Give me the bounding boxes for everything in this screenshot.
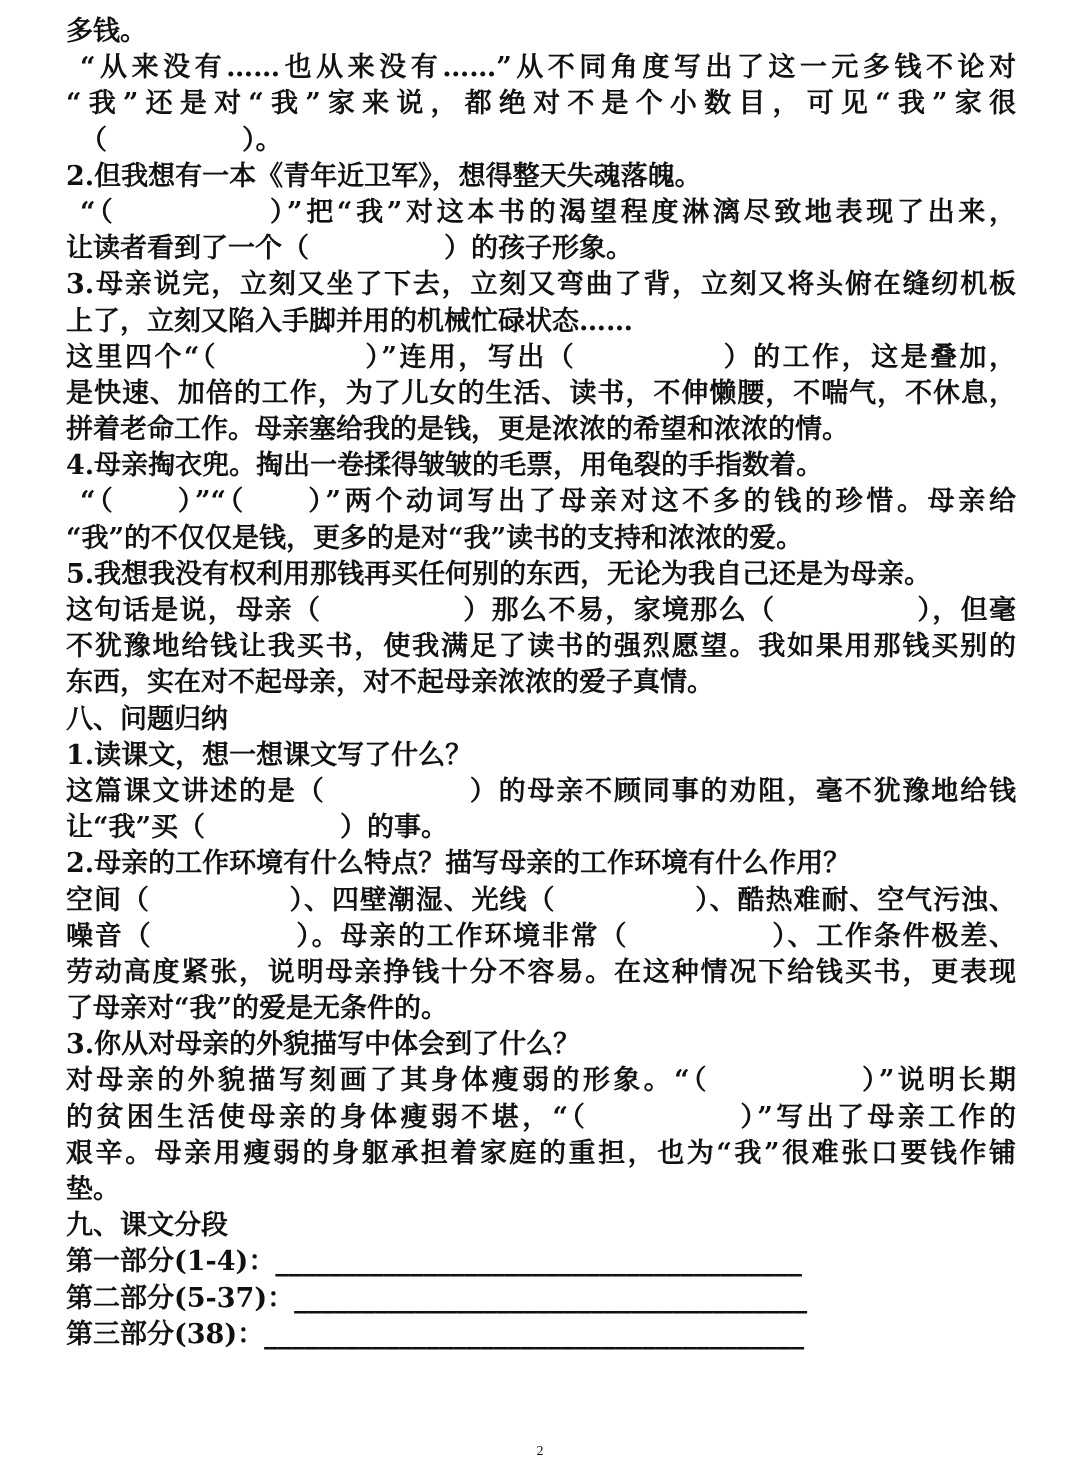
text-line: 多钱。 (66, 16, 147, 47)
text-line: 上了，立刻又陷入手脚并用的机械忙碌状态…… (66, 305, 633, 337)
text-line: 是快速、加倍的工作，为了儿女的生活、读书，不伸懒腰，不喘气，不休息， (66, 377, 1016, 409)
text-line: 噪音（ ）。母亲的工作环境非常（ ）、工作条件极差、 (66, 920, 1016, 952)
text-line: 让“我”买（ ）的事。 (66, 812, 449, 844)
page-number: 2 (536, 1444, 544, 1459)
text-line: 空间（ ）、四壁潮湿、光线（ ）、酷热难耐、空气污浊、 (66, 884, 1016, 916)
text-line: “（ ）”“（ ）”两个动词写出了母亲对这不多的钱的珍惜。母亲给 (80, 486, 1016, 518)
text-line: 艰辛。母亲用瘦弱的身躯承担着家庭的重担，也为“我”很难张口要钱作铺 (66, 1137, 1016, 1169)
text-line: （ ）。 (80, 124, 283, 156)
text-line: 第三部分(38)：________________________________________ (66, 1318, 805, 1350)
text-line: 劳动高度紧张，说明母亲挣钱十分不容易。在这种情况下给钱买书，更表现 (66, 956, 1016, 988)
text-line: 让读者看到了一个（ ）的孩子形象。 (66, 233, 633, 265)
text-line: “从来没有……也从来没有……”从不同角度写出了这一元多钱不论对 (80, 52, 1016, 84)
text-line: 2.母亲的工作环境有什么特点？描写母亲的工作环境有什么作用？ (66, 848, 851, 880)
text-line: 了母亲对“我”的爱是无条件的。 (66, 993, 449, 1025)
text-line: 3.母亲说完，立刻又坐了下去，立刻又弯曲了背，立刻又将头俯在缝纫机板 (66, 269, 1016, 301)
text-line: 这篇课文讲述的是（ ）的母亲不顾同事的劝阻，毫不犹豫地给钱 (66, 775, 1016, 807)
text-line: “我”还是对“我”家来说，都绝对不是个小数目，可见“我”家很 (66, 88, 1016, 120)
text-line: 八、问题归纳 (66, 703, 228, 735)
text-line: 2.但我想有一本《青年近卫军》，想得整天失魂落魄。 (66, 160, 702, 192)
text-line: 4.母亲掏衣兜。掏出一卷揉得皱皱的毛票，用龟裂的手指数着。 (66, 450, 824, 482)
text-line: “我”的不仅仅是钱，更多的是对“我”读书的支持和浓浓的爱。 (66, 522, 804, 554)
text-line: 对母亲的外貌描写刻画了其身体瘦弱的形象。“（ ）”说明长期 (66, 1065, 1016, 1097)
text-line: 第二部分(5-37)：______________________________________ (66, 1282, 808, 1314)
document-body (66, 14, 1016, 1353)
text-line: 第一部分(1-4)：_______________________________________ (66, 1246, 802, 1278)
text-line: 3.你从对母亲的外貌描写中体会到了什么？ (66, 1029, 581, 1061)
text-line: 5.我想我没有权利用那钱再买任何别的东西，无论为我自己还是为母亲。 (66, 558, 932, 590)
text-line: 东西，实在对不起母亲，对不起母亲浓浓的爱子真情。 (66, 667, 714, 699)
text-line: 这里四个“（ ）”连用，写出（ ）的工作，这是叠加， (66, 341, 1016, 373)
text-line: 九、课文分段 (66, 1210, 228, 1242)
text-line: 的贫困生活使母亲的身体瘦弱不堪，“（ ）”写出了母亲工作的 (66, 1101, 1016, 1133)
text-line: 这句话是说，母亲（ ）那么不易，家境那么（ ），但毫 (66, 595, 1016, 626)
text-line: 1.读课文，想一想课文写了什么？ (66, 739, 473, 771)
text-line: 不犹豫地给钱让我买书，使我满足了读书的强烈愿望。我如果用那钱买别的 (66, 631, 1016, 663)
text-line: “（ ）”把“我”对这本书的渴望程度淋漓尽致地表现了出来， (80, 196, 1016, 228)
text-line: 垫。 (66, 1174, 120, 1205)
text-line: 拼着老命工作。母亲塞给我的是钱，更是浓浓的希望和浓浓的情。 (66, 414, 849, 446)
